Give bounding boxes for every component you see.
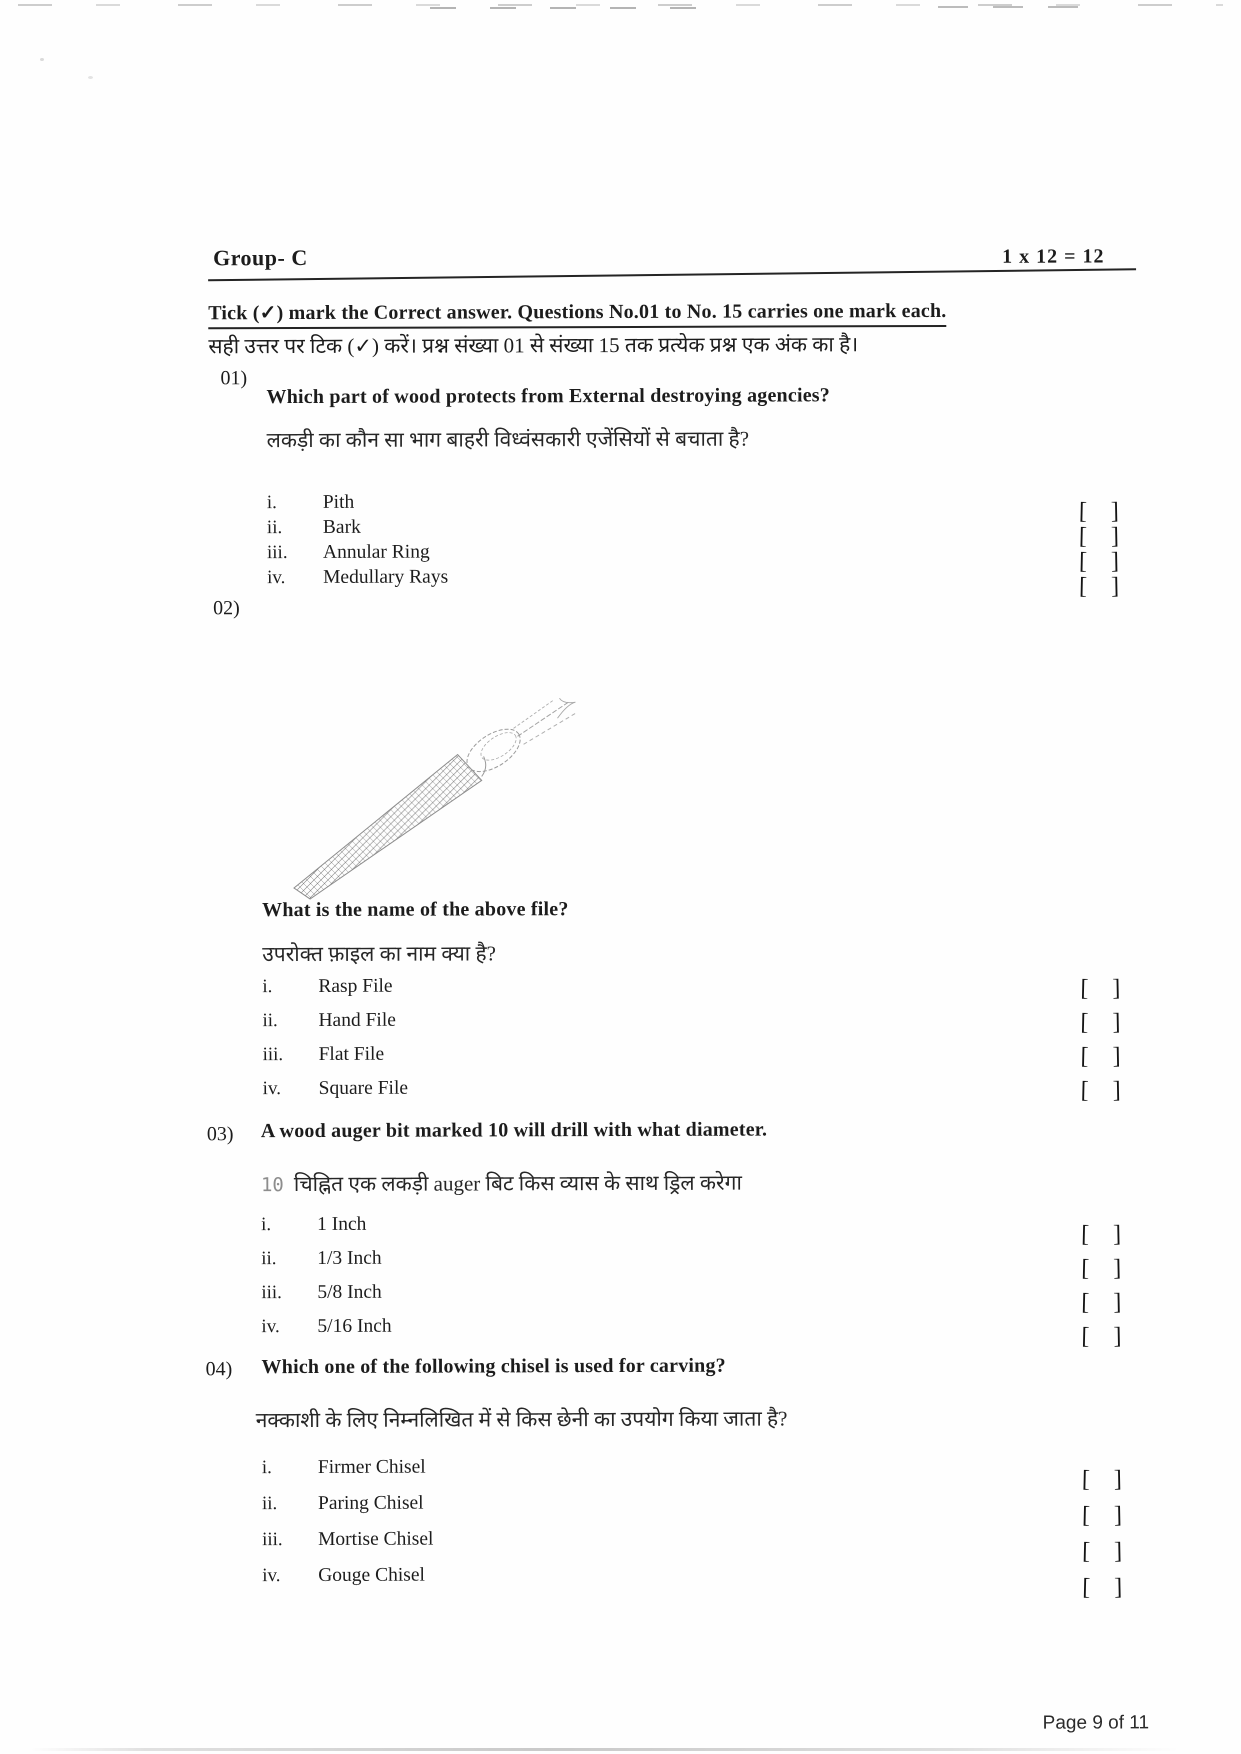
option-row: [266, 489, 1167, 525]
answer-checkbox-brackets[interactable]: [1081, 1222, 1121, 1246]
bracket-close: ]: [1110, 498, 1120, 525]
bracket-open: [: [1080, 1077, 1089, 1104]
answer-checkbox-brackets[interactable]: [1081, 1078, 1121, 1102]
option-label: Hand File: [318, 1009, 396, 1031]
bracket-open: [: [1078, 548, 1088, 575]
option-label: Mortise Chisel: [318, 1528, 434, 1550]
option-roman: iv.: [262, 1078, 281, 1100]
option-roman: ii.: [261, 1248, 277, 1270]
option-label: Annular Ring: [322, 541, 430, 563]
option-row: [261, 1245, 1161, 1282]
header-rule: [208, 268, 1136, 281]
answer-checkbox-brackets[interactable]: [1082, 1539, 1122, 1563]
answer-checkbox-brackets[interactable]: [1080, 976, 1120, 1000]
option-roman: ii.: [266, 517, 283, 539]
option-label: Firmer Chisel: [317, 1456, 426, 1478]
bracket-close: ]: [1110, 573, 1120, 600]
bracket-close: ]: [1113, 1466, 1123, 1493]
option-roman: ii.: [262, 1010, 278, 1032]
question-3-hindi-body: चिह्नित एक लकड़ी auger बिट किस व्यास के साथ ड्रिल करेगा: [293, 1170, 742, 1197]
bracket-open: [: [1081, 1502, 1091, 1529]
option-label: 1 Inch: [317, 1213, 367, 1235]
bracket-open: [: [1081, 1466, 1091, 1493]
question-2-number: 02): [213, 597, 240, 620]
option-label: Bark: [322, 516, 361, 538]
option-label: Medullary Rays: [323, 566, 449, 588]
option-row: [261, 1211, 1161, 1248]
rasp-file-sketch: [285, 690, 586, 901]
question-3-number: 03): [206, 1123, 234, 1146]
bracket-close: ]: [1113, 1574, 1123, 1601]
option-roman: i.: [262, 976, 273, 998]
bracket-open: [: [1080, 1009, 1089, 1036]
option-roman: iii.: [261, 1282, 282, 1304]
question-2-text-hi: उपरोक्त फ़ाइल का नाम क्या है?: [262, 941, 496, 967]
bracket-open: [: [1078, 523, 1088, 550]
bracket-close: ]: [1112, 975, 1121, 1002]
question-4-text-hi: नक्काशी के लिए निम्नलिखित में से किस छेनी का उपयोग किया जाता है?: [255, 1406, 788, 1433]
bracket-close: ]: [1110, 548, 1120, 575]
option-label: Gouge Chisel: [318, 1564, 425, 1586]
question-4-options: [262, 1454, 1162, 1601]
bracket-open: [: [1080, 1255, 1090, 1282]
bracket-open: [: [1078, 573, 1088, 600]
answer-checkbox-brackets[interactable]: [1081, 1290, 1121, 1314]
answer-checkbox-brackets[interactable]: [1080, 1010, 1120, 1034]
option-roman: i.: [266, 492, 277, 514]
bracket-close: ]: [1110, 523, 1120, 550]
bracket-open: [: [1078, 498, 1088, 525]
option-label: Square File: [318, 1077, 409, 1099]
option-label: Paring Chisel: [317, 1492, 424, 1514]
bracket-close: ]: [1113, 1538, 1123, 1565]
question-3-hindi-prefix: 10: [260, 1174, 284, 1197]
option-roman: i.: [261, 1457, 272, 1479]
option-row: [261, 1313, 1161, 1350]
option-roman: iv.: [262, 1565, 281, 1587]
option-row: [262, 1454, 1162, 1493]
option-label: 5/8 Inch: [317, 1281, 382, 1303]
question-4-text-en: Which one of the following chisel is used for carving?: [261, 1354, 726, 1379]
option-row: [266, 539, 1167, 575]
option-label: 5/16 Inch: [317, 1315, 392, 1337]
question-1-text-hi: लकड़ी का कौन सा भाग बाहरी विध्वंसकारी एजेंसियों से बचाता है?: [266, 426, 750, 453]
answer-checkbox-brackets[interactable]: [1082, 1575, 1122, 1599]
question-3-text-en: A wood auger bit marked 10 will drill with what diameter.: [260, 1118, 768, 1143]
option-roman: iv.: [267, 567, 286, 589]
question-2-text-en: What is the name of the above file?: [262, 898, 569, 922]
option-roman: iii.: [262, 1044, 284, 1066]
option-row: [261, 1279, 1161, 1316]
option-label: 1/3 Inch: [317, 1247, 382, 1269]
option-row: [262, 1490, 1162, 1529]
bracket-open: [: [1081, 1574, 1091, 1601]
option-row: [263, 1041, 1163, 1078]
option-roman: iii.: [266, 542, 288, 564]
answer-checkbox-brackets[interactable]: [1081, 1044, 1121, 1068]
answer-checkbox-brackets[interactable]: [1079, 574, 1119, 598]
option-roman: i.: [261, 1214, 272, 1236]
bracket-close: ]: [1113, 1502, 1123, 1529]
bracket-close: ]: [1113, 1323, 1122, 1350]
bracket-open: [: [1081, 1323, 1090, 1350]
option-row: [262, 973, 1162, 1010]
question-1-options: [266, 489, 1167, 600]
answer-checkbox-brackets[interactable]: [1081, 1324, 1121, 1348]
instruction-english: Tick (✓) mark the Correct answer. Questions No.01 to No. 15 carries one mark each.: [208, 298, 946, 329]
bracket-close: ]: [1112, 1255, 1122, 1282]
answer-checkbox-brackets[interactable]: [1082, 1503, 1122, 1527]
bracket-close: ]: [1112, 1043, 1121, 1070]
bracket-close: ]: [1112, 1221, 1122, 1248]
option-roman: ii.: [261, 1493, 278, 1515]
option-row: [262, 1562, 1162, 1601]
option-row: [267, 564, 1167, 600]
question-2-options: [262, 973, 1162, 1112]
answer-checkbox-brackets[interactable]: [1081, 1256, 1121, 1280]
option-roman: iii.: [262, 1529, 283, 1551]
option-label: Flat File: [318, 1043, 385, 1065]
option-row: [266, 514, 1167, 550]
answer-checkbox-brackets[interactable]: [1082, 1467, 1122, 1491]
bracket-open: [: [1080, 975, 1089, 1002]
question-1-text-en: Which part of wood protects from External destroying agencies?: [266, 384, 830, 409]
question-3-options: [261, 1211, 1161, 1350]
bracket-open: [: [1080, 1043, 1089, 1070]
page-number: Page 9 of 11: [1042, 1712, 1150, 1734]
option-row: [262, 1007, 1162, 1044]
bracket-close: ]: [1112, 1077, 1121, 1104]
bracket-open: [: [1081, 1538, 1091, 1565]
option-row: [263, 1075, 1163, 1112]
bracket-open: [: [1080, 1221, 1090, 1248]
question-3-text-hi: [261, 1169, 742, 1199]
bracket-close: ]: [1113, 1289, 1122, 1316]
instruction-hindi: सही उत्तर पर टिक (✓) करें। प्रश्न संख्या 01 से संख्या 15 तक प्रत्येक प्रश्न एक अंक का है।: [208, 332, 859, 359]
question-4-number: 04): [205, 1358, 233, 1381]
bracket-open: [: [1081, 1289, 1090, 1316]
option-label: Pith: [322, 491, 355, 513]
option-row: [262, 1526, 1162, 1565]
question-1-number: 01): [220, 367, 248, 390]
option-roman: iv.: [261, 1316, 280, 1338]
bracket-close: ]: [1112, 1009, 1121, 1036]
option-label: Rasp File: [318, 975, 393, 997]
marks-scheme: 1 x 12 = 12: [1002, 245, 1105, 268]
group-title: Group- C: [213, 244, 308, 271]
